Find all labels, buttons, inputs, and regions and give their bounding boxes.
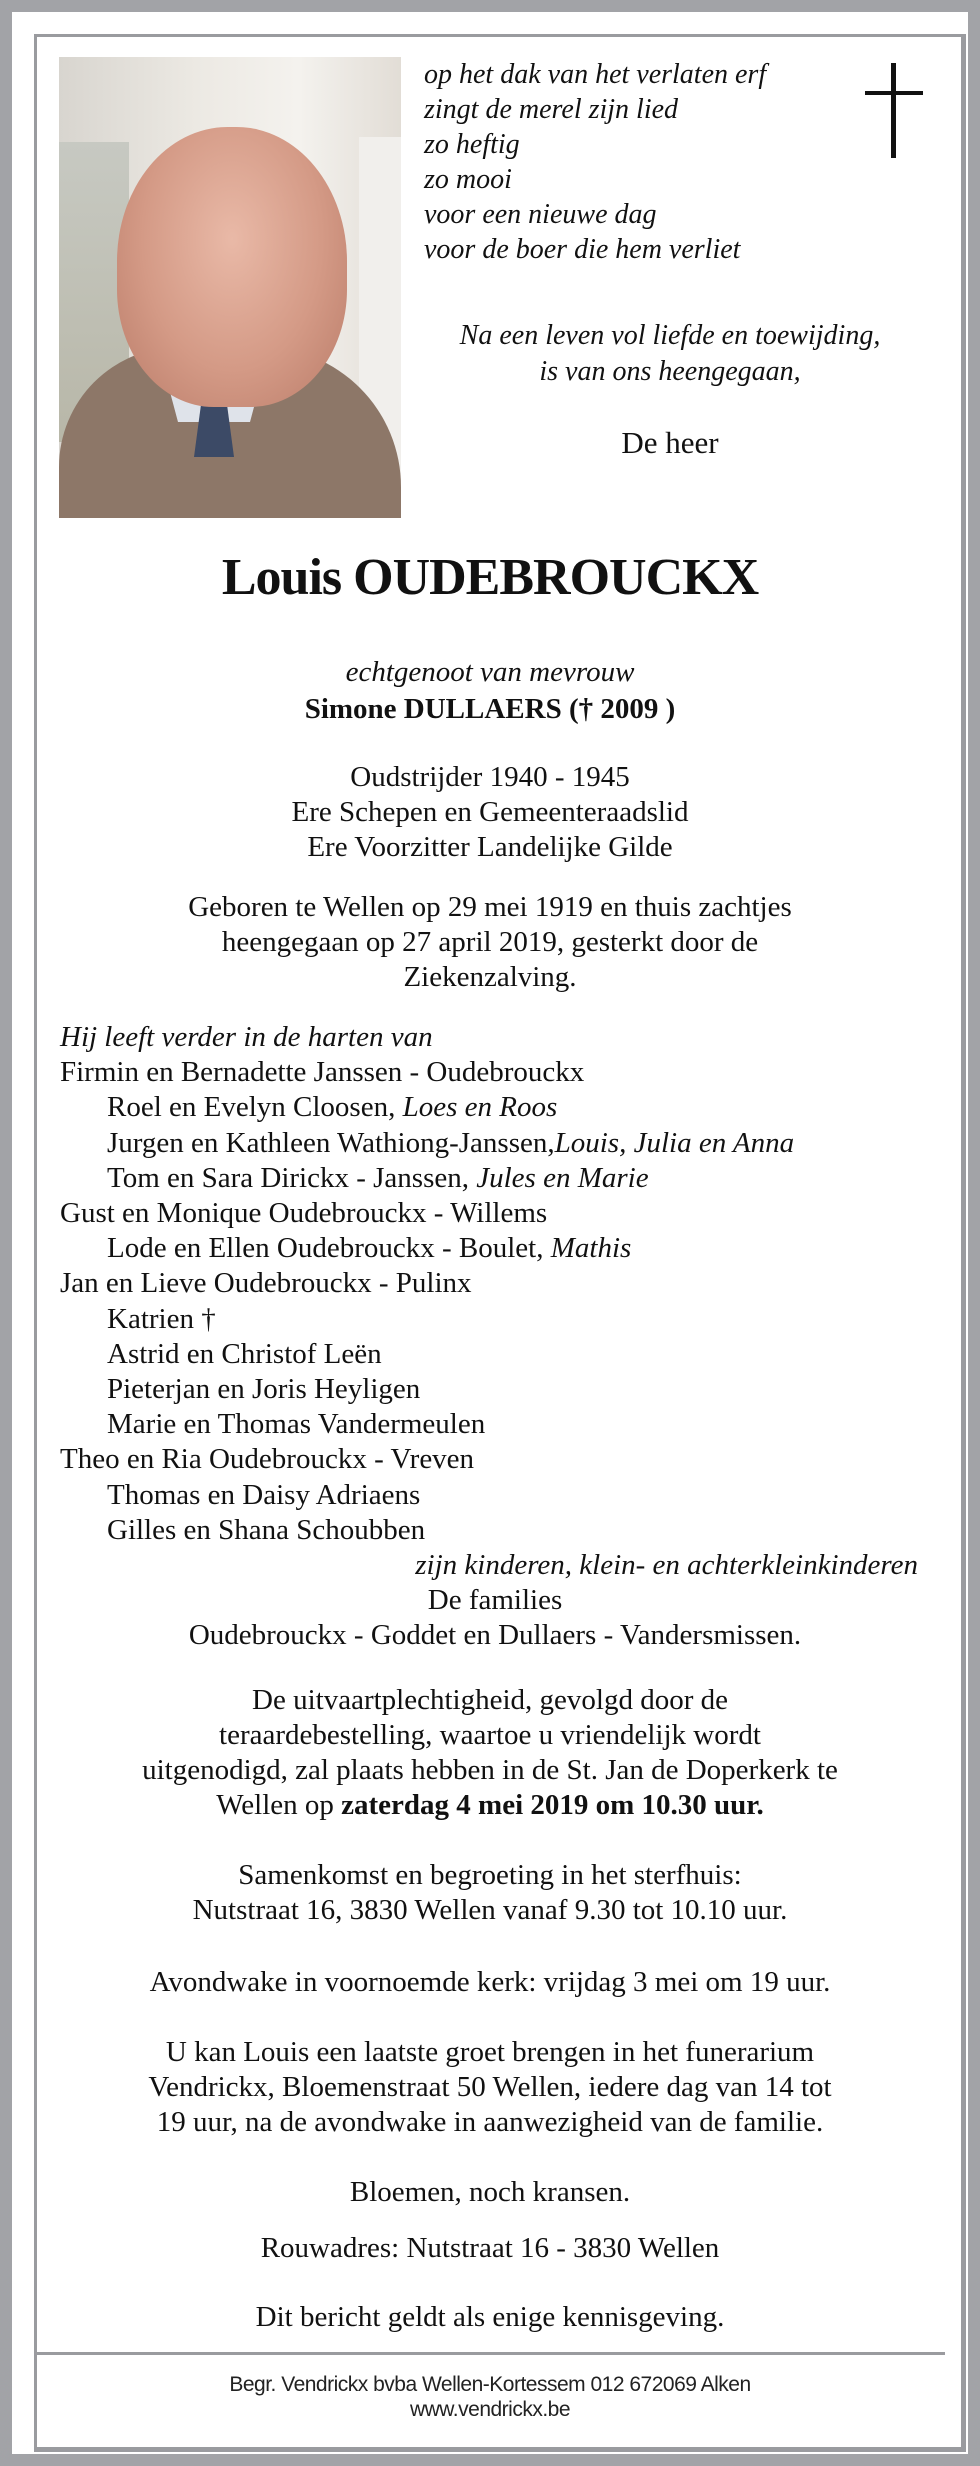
notice-text: Dit bericht geldt als enige kennisgeving. — [255, 2301, 725, 2333]
birth-death-text — [40, 890, 940, 995]
family-children: Jules en Marie — [476, 1161, 649, 1194]
family-member: Astrid en Christof Leën — [107, 1337, 382, 1370]
family-row — [60, 1407, 930, 1442]
family-row — [60, 1231, 930, 1266]
poem-line: zingt de merel zijn lied — [424, 94, 679, 125]
family-intro: Hij leeft verder in de harten van — [60, 1021, 433, 1053]
visit-line: Vendrickx, Bloemenstraat 50 Wellen, iedere dag van 14 tot — [148, 2071, 832, 2103]
address-text: Rouwadres: Nutstraat 16 - 3830 Wellen — [260, 2232, 720, 2264]
visit-text — [40, 2035, 940, 2140]
title-line: Oudstrijder 1940 - 1945 — [350, 761, 630, 793]
funeral-line: teraardebestelling, waartoe u vriendelijk wordt — [219, 1719, 761, 1751]
title-line: Ere Voorzitter Landelijke Gilde — [307, 831, 673, 863]
funeral-line — [40, 1788, 940, 1823]
footer — [0, 2372, 980, 2422]
birth-line: Ziekenzalving. — [403, 961, 577, 993]
family-row — [60, 1126, 930, 1161]
family-children: Loes en Roos — [402, 1091, 558, 1124]
poem — [424, 57, 766, 267]
meeting-line: Samenkomst en begroeting in het sterfhuis: — [238, 1859, 742, 1891]
family-row — [60, 1055, 930, 1090]
funeral-line: uitgenodigd, zal plaats hebben in de St. Jan de Doperkerk te — [142, 1754, 838, 1786]
visit-line: U kan Louis een laatste groet brengen in het funerarium — [165, 2036, 815, 2068]
families-names: Oudebrouckx - Goddet en Dullaers - Vandersmissen. — [188, 1619, 802, 1652]
family-member: Pieterjan en Joris Heyligen — [107, 1373, 421, 1406]
family-member: Roel en Evelyn Cloosen, — [107, 1091, 403, 1124]
intro-line: Na een leven vol liefde en toewijding, — [459, 320, 881, 351]
family-member: Firmin en Bernadette Janssen - Oudebrouckx — [60, 1056, 585, 1089]
cross-icon — [865, 63, 923, 158]
intro-line: is van ons heengegaan, — [539, 356, 801, 387]
spouse-label: echtgenoot van mevrouw — [345, 656, 635, 688]
title-line: Ere Schepen en Gemeenteraadslid — [291, 796, 689, 828]
family-row — [60, 1196, 930, 1231]
family-row — [60, 1442, 930, 1477]
family-row — [60, 1337, 930, 1372]
family-row — [60, 1161, 930, 1196]
meeting-line: Nutstraat 16, 3830 Wellen vanaf 9.30 tot 10.10 uur. — [192, 1894, 788, 1926]
poem-line: voor een nieuwe dag — [424, 199, 657, 230]
titles — [40, 760, 940, 865]
family-row — [60, 1266, 930, 1301]
family-member: Marie en Thomas Vandermeulen — [107, 1408, 486, 1441]
family-member: Theo en Ria Oudebrouckx - Vreven — [60, 1443, 475, 1476]
birth-line: Geboren te Wellen op 29 mei 1919 en thuis zachtjes — [188, 891, 792, 923]
family-row — [60, 1090, 930, 1125]
families-label: De families — [427, 1584, 563, 1617]
family-member: Thomas en Daisy Adriaens — [107, 1478, 421, 1511]
spouse-name: Simone DULLAERS († 2009 ) — [304, 693, 676, 725]
family-list — [60, 1020, 930, 1654]
family-member: Gust en Monique Oudebrouckx - Willems — [60, 1197, 548, 1230]
intro-text — [420, 318, 920, 390]
poem-line: zo heftig — [424, 129, 520, 160]
poem-line: zo mooi — [424, 164, 512, 195]
family-member: Katrien † — [107, 1302, 216, 1335]
family-relation: zijn kinderen, klein- en achterkleinkinderen — [415, 1549, 918, 1582]
flowers-text: Bloemen, noch kransen. — [349, 2176, 631, 2208]
family-children: Louis, Julia en Anna — [554, 1126, 795, 1159]
poem-line: op het dak van het verlaten erf — [424, 59, 767, 90]
family-member: Lode en Ellen Oudebrouckx - Boulet, — [107, 1232, 551, 1265]
family-row — [60, 1302, 930, 1337]
funeral-text — [40, 1683, 940, 1823]
divider — [35, 2352, 945, 2355]
wake-text: Avondwake in voornoemde kerk: vrijdag 3 mei om 19 uur. — [149, 1966, 831, 1998]
funeral-date: zaterdag 4 mei 2019 om 10.30 uur. — [341, 1789, 764, 1821]
birth-line: heengegaan op 27 april 2019, gesterkt door de — [221, 926, 759, 958]
family-row — [60, 1513, 930, 1548]
family-row — [60, 1478, 930, 1513]
family-member: Jan en Lieve Oudebrouckx - Pulinx — [60, 1267, 472, 1300]
poem-line: voor de boer die hem verliet — [424, 234, 741, 265]
family-member: Gilles en Shana Schoubben — [107, 1513, 426, 1546]
portrait-photo — [59, 57, 401, 518]
funeral-home-info: Begr. Vendrickx bvba Wellen-Kortessem 012 672069 Alken — [229, 2373, 751, 2396]
visit-line: 19 uur, na de avondwake in aanwezigheid van de familie. — [156, 2106, 824, 2138]
family-member: Jurgen en Kathleen Wathiong-Janssen, — [107, 1126, 555, 1159]
deceased-name: Louis OUDEBROUCKX — [221, 549, 759, 606]
funeral-line: De uitvaartplechtigheid, gevolgd door de — [252, 1684, 728, 1716]
meeting-text — [40, 1858, 940, 1928]
family-member: Tom en Sara Dirickx - Janssen, — [107, 1161, 477, 1194]
funeral-prefix: Wellen op — [216, 1789, 342, 1821]
family-row — [60, 1372, 930, 1407]
salutation: De heer — [621, 425, 719, 460]
family-children: Mathis — [550, 1232, 632, 1265]
funeral-home-website[interactable]: www.vendrickx.be — [409, 2398, 571, 2421]
